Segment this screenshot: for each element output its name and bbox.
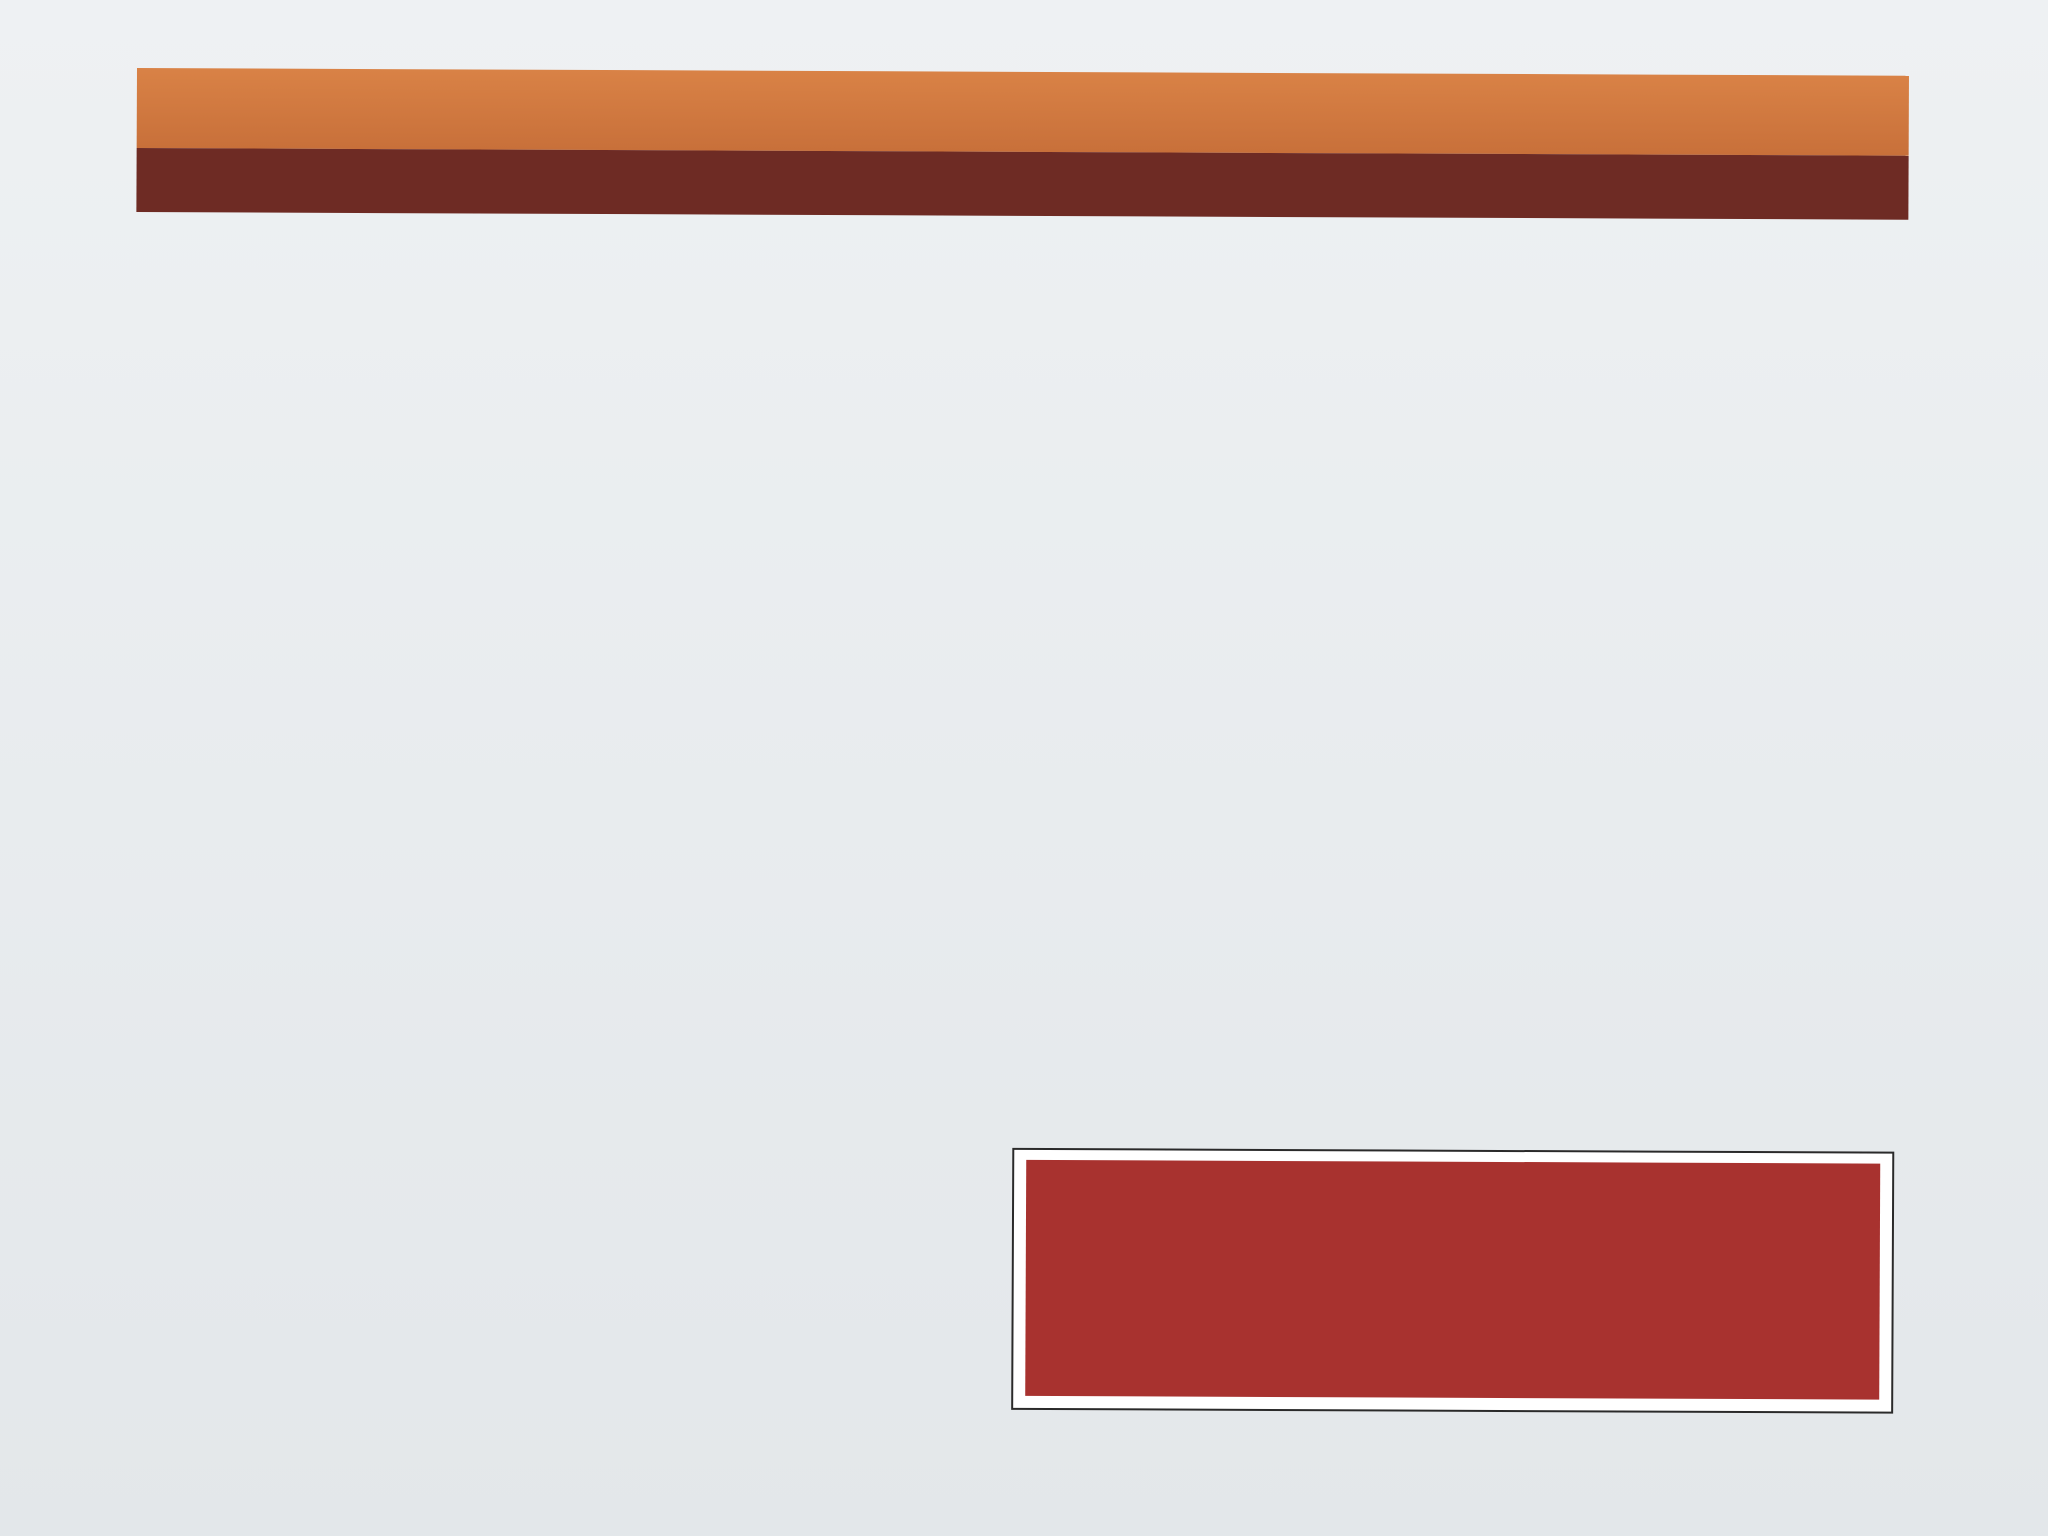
weekday-header xyxy=(136,148,1908,220)
title-bar xyxy=(137,68,1909,156)
notice-text xyxy=(1025,1160,1880,1400)
notice-line xyxy=(1026,1162,1880,1166)
notice-line xyxy=(1026,1162,1880,1166)
notice-box xyxy=(1011,1148,1894,1414)
notice-line xyxy=(1026,1162,1880,1166)
notice-line xyxy=(1026,1162,1880,1166)
calendar xyxy=(131,68,1909,1382)
notice-line xyxy=(1026,1162,1880,1166)
calendar-grid xyxy=(132,212,1908,1188)
